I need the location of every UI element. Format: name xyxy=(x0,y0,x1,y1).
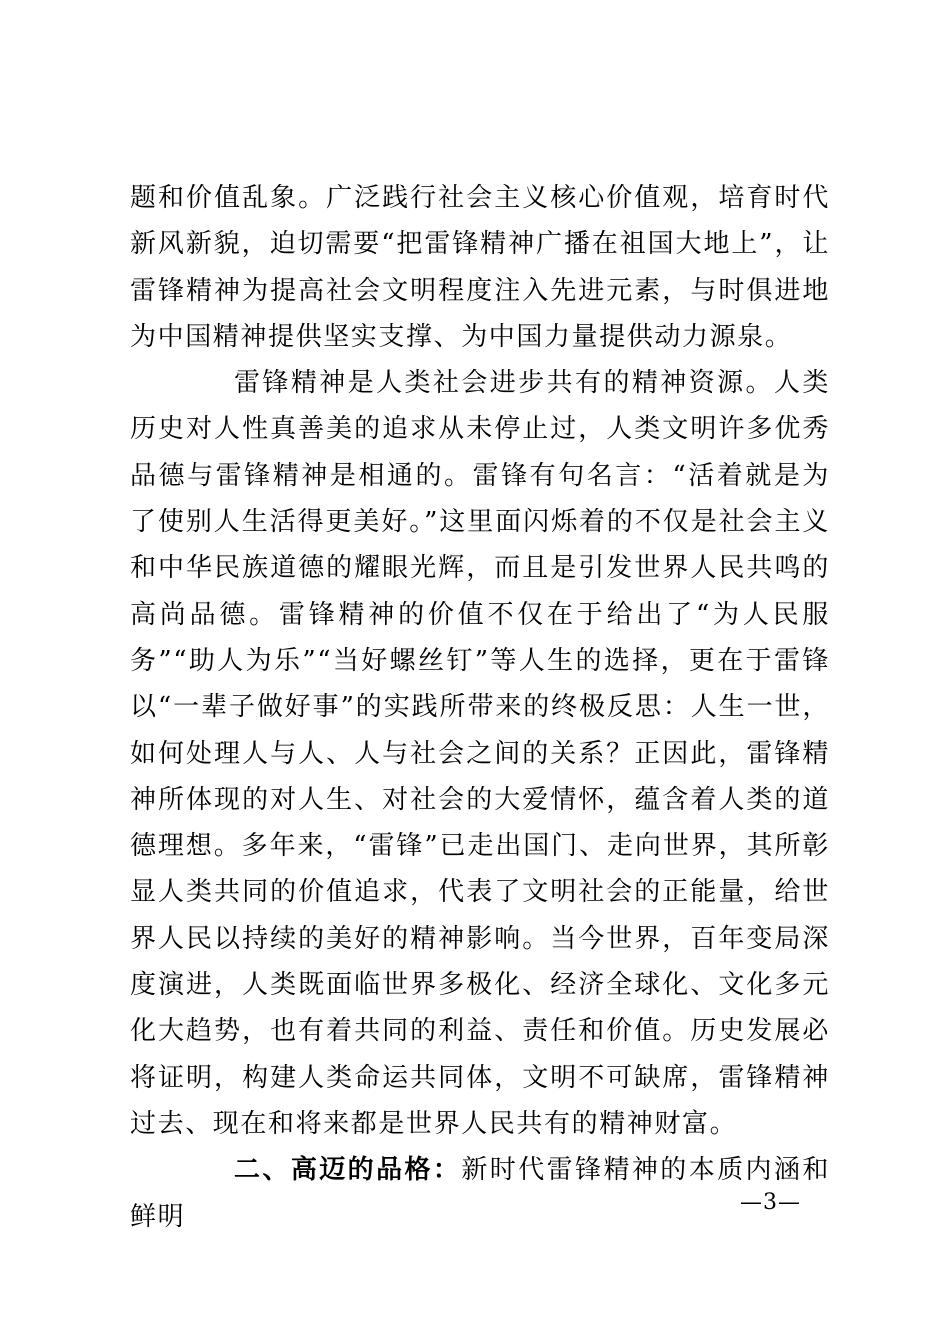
section-heading-subtitle: 新时代雷锋精神的本质内涵和鲜明 xyxy=(130,1155,830,1232)
body-text xyxy=(130,175,830,1240)
paragraph-continuation: 题和价值乱象。广泛践行社会主义核心价值观，培育时代新风新貌，迫切需要“把雷锋精神广播在祖国大地上”，让雷锋精神为提高社会文明程度注入先进元素，与时俱进地为中国精神提供坚实支撑、为中国力量提供动力源泉。 xyxy=(130,183,830,352)
paragraph-lei-feng-spirit: 雷锋精神是人类社会进步共有的精神资源。人类历史对人性真善美的追求从未停止过，人类文明许多优秀品德与雷锋精神是相通的。雷锋有句名言：“活着就是为了使别人生活得更美好。”这里面闪烁着的不仅是社会主义和中华民族道德的耀眼光辉，而且是引发世界人民共鸣的高尚品德。雷锋精神的价值不仅在于给出了“为人民服务”“助人为乐”“当好螺丝钉”等人生的选择，更在于雷锋以“一辈子做好事”的实践所带来的终极反思：人生一世，如何处理人与人、人与社会之间的关系？正因此，雷锋精神所体现的对人生、对社会的大爱情怀，蕴含着人类的道德理想。多年来，“雷锋”已走出国门、走向世界，其所彰显人类共同的价值追求，代表了文明社会的正能量，给世界人民以持续的美好的精神影响。当今世界，百年变局深度演进，人类既面临世界多极化、经济全球化、文化多元化大趋势，也有着共同的利益、责任和价值。历史发展必将证明，构建人类命运共同体，文明不可缺席，雷锋精神过去、现在和将来都是世界人民共有的精神财富。 xyxy=(130,368,830,1139)
section-heading xyxy=(130,1147,830,1240)
section-heading-title: 二、高迈的品格： xyxy=(234,1155,462,1186)
page-number: —3— xyxy=(740,1190,801,1215)
